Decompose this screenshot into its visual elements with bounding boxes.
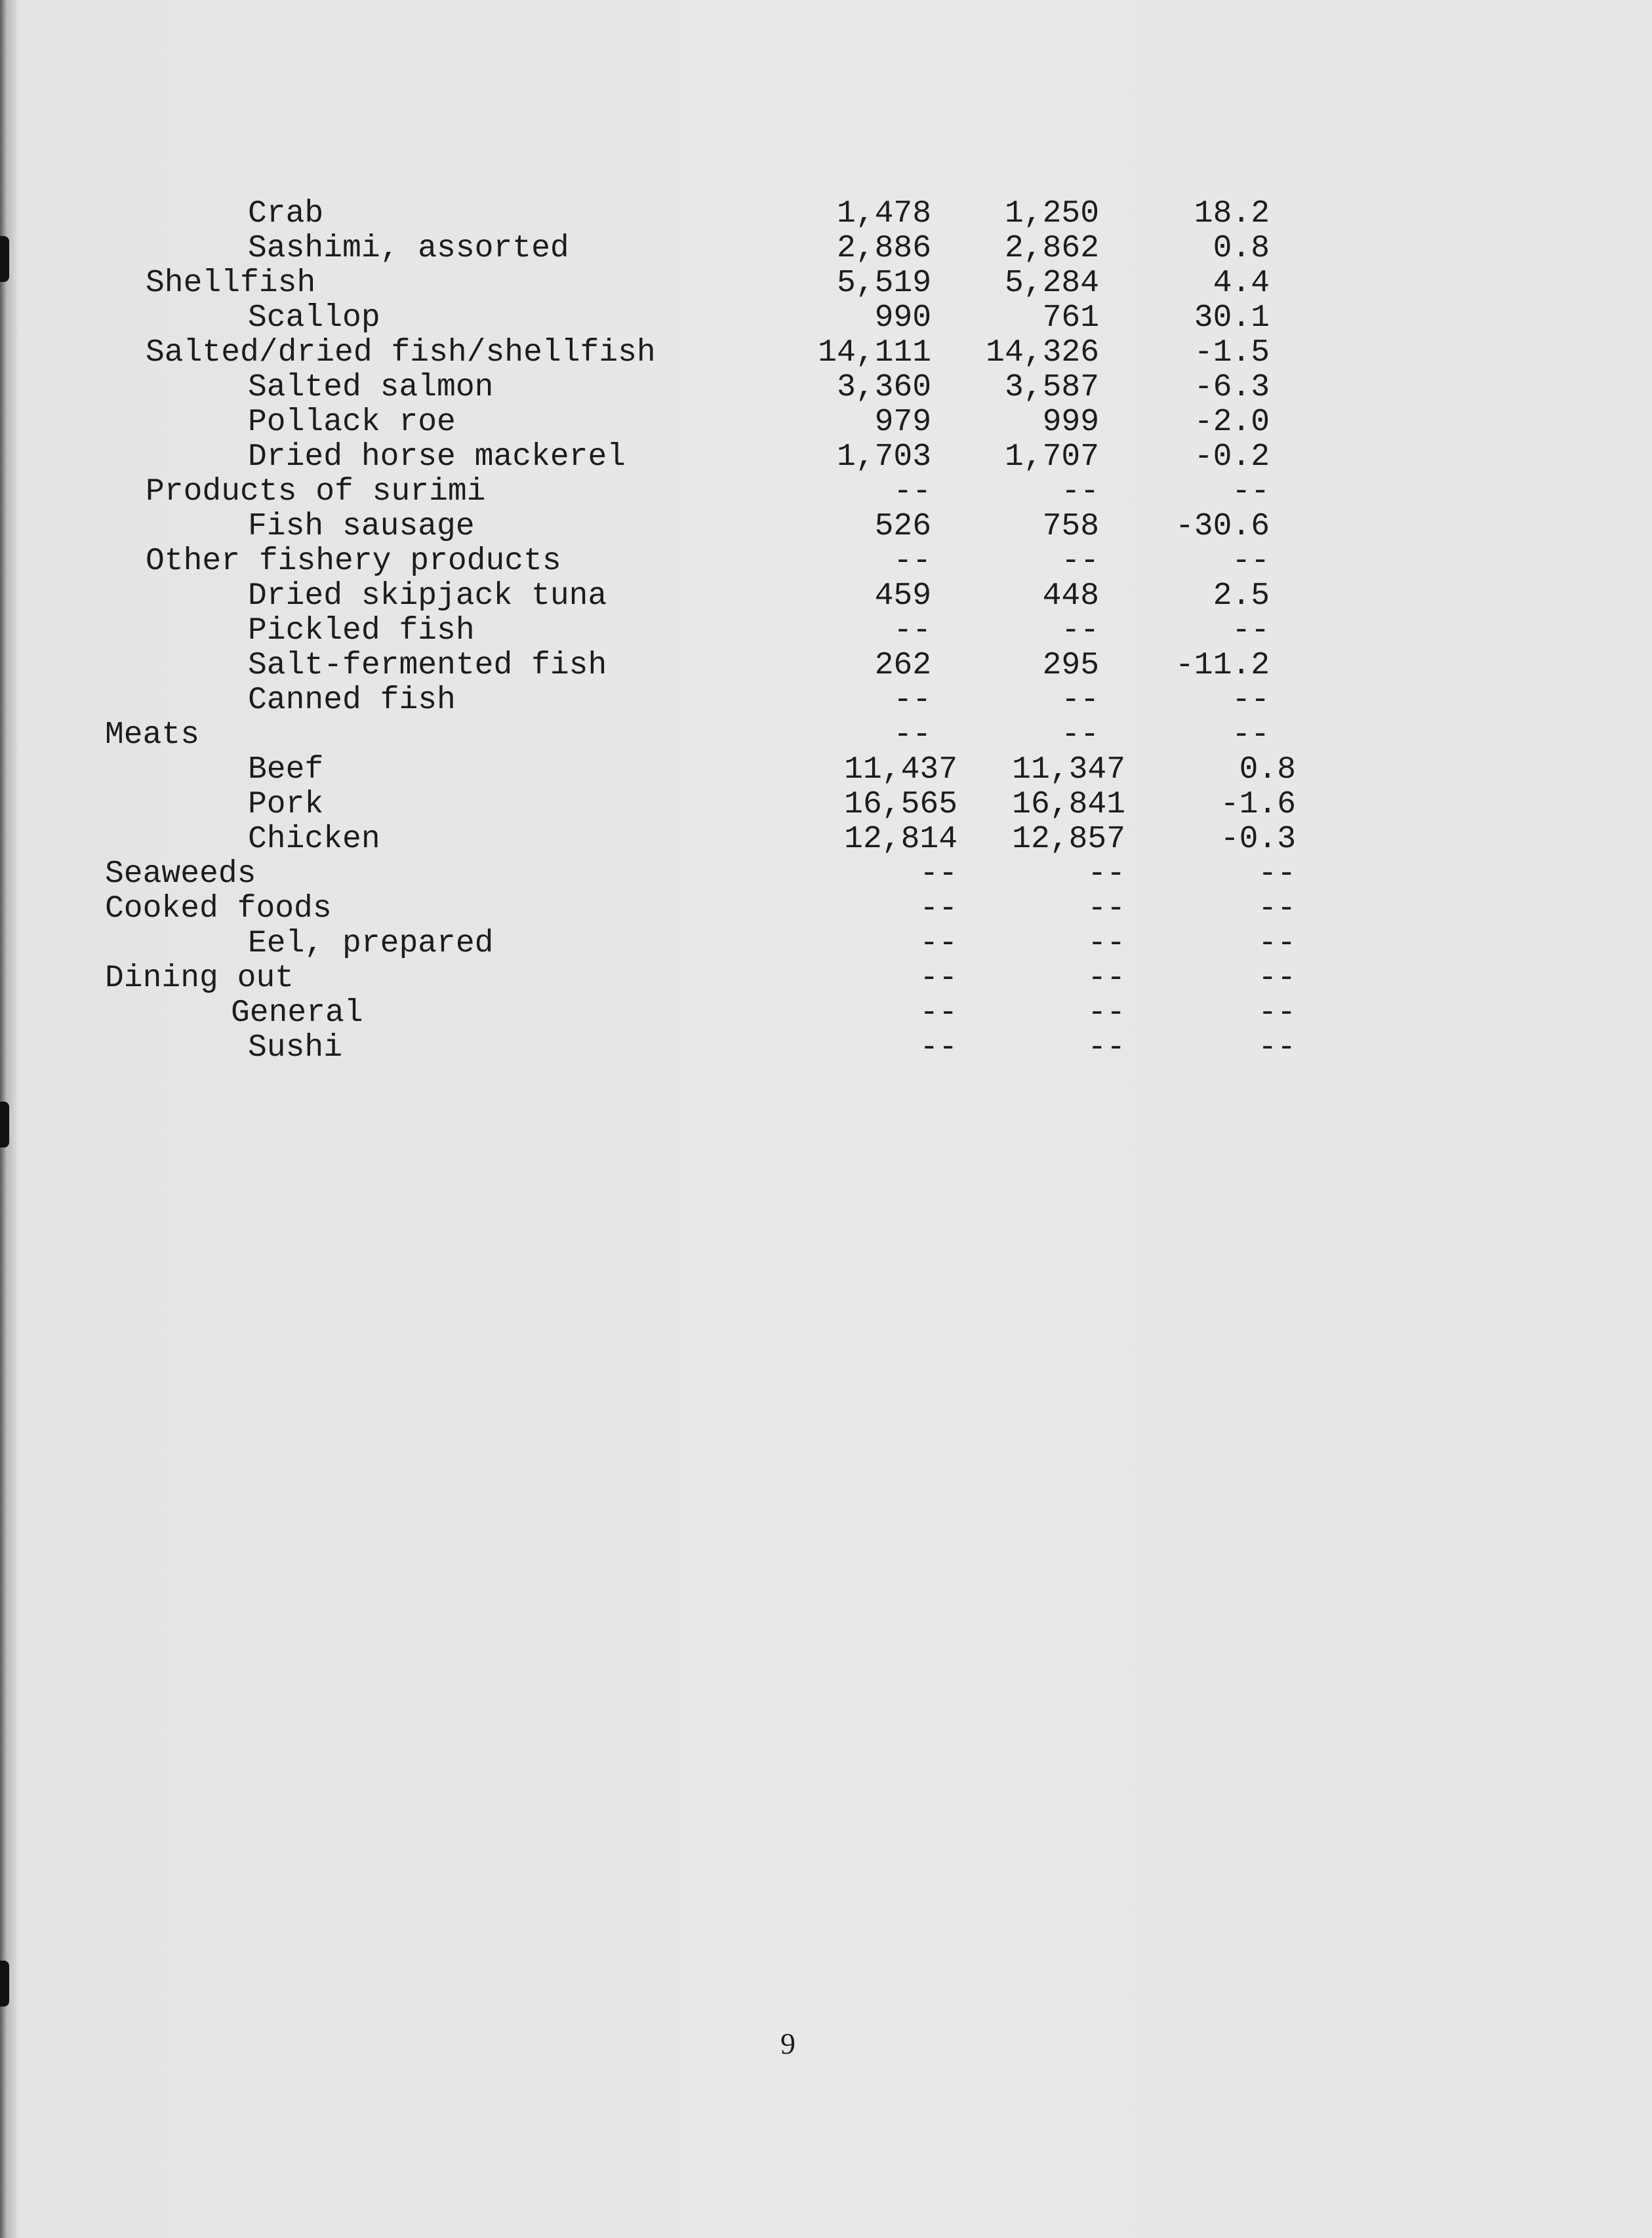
table-row [0, 857, 1377, 892]
value-1994-cell: 5,519 [836, 266, 931, 301]
row-label: Sushi [248, 1030, 343, 1066]
value-1994-cell: 12,814 [844, 822, 957, 857]
table-row [0, 370, 1377, 405]
page-number: 9 [780, 2027, 796, 2060]
percent-change-cell: 18.2 [1194, 196, 1270, 231]
value-1994-cell: -- [893, 683, 931, 718]
value-1993-cell: 448 [1042, 578, 1099, 614]
percent-change-cell: -- [1232, 613, 1270, 649]
percent-change-cell: 4.4 [1213, 266, 1270, 301]
value-1993-cell: -- [1061, 613, 1099, 649]
row-label: Eel, prepared [248, 926, 494, 961]
row-label: General [231, 995, 363, 1031]
value-1993-cell: -- [1087, 995, 1125, 1031]
value-1994-cell: -- [893, 474, 931, 510]
row-label: Shellfish [146, 266, 316, 301]
percent-change-cell: -6.3 [1194, 370, 1270, 405]
value-1993-cell: 2,862 [1004, 231, 1099, 266]
row-label: Dining out [105, 961, 294, 996]
table-row [0, 510, 1377, 544]
table-row [0, 336, 1377, 370]
percent-change-cell: -- [1232, 717, 1270, 753]
table-row [0, 892, 1377, 927]
value-1993-cell: -- [1061, 474, 1099, 510]
value-1994-cell: 526 [874, 509, 931, 544]
value-1993-cell: -- [1087, 926, 1125, 961]
value-1994-cell: -- [919, 926, 957, 961]
table-row [0, 544, 1377, 579]
table-row [0, 197, 1377, 231]
table-row [0, 753, 1377, 788]
percent-change-cell: -1.6 [1220, 787, 1296, 822]
value-1994-cell: 1,478 [836, 196, 931, 231]
value-1994-cell: -- [893, 613, 931, 649]
value-1994-cell: -- [919, 891, 957, 927]
percent-change-cell: -- [1232, 544, 1270, 579]
value-1994-cell: -- [919, 1030, 957, 1066]
percent-change-cell: 0.8 [1239, 752, 1296, 788]
value-1994-cell: 459 [874, 578, 931, 614]
row-label: Salted/dried fish/shellfish [146, 335, 656, 370]
value-1994-cell: -- [893, 544, 931, 579]
value-1994-cell: -- [919, 856, 957, 892]
row-label: Beef [248, 752, 324, 788]
table-row [0, 718, 1377, 753]
table-row [0, 475, 1377, 510]
row-label: Products of surimi [146, 474, 486, 510]
table-row [0, 788, 1377, 822]
value-1993-cell: -- [1087, 961, 1125, 996]
table-row [0, 301, 1377, 336]
percent-change-cell: -- [1258, 926, 1296, 961]
row-label: Salt-fermented fish [248, 648, 607, 683]
table-row [0, 231, 1377, 266]
table-row [0, 266, 1377, 301]
value-1994-cell: -- [919, 961, 957, 996]
value-1994-cell: 11,437 [844, 752, 957, 788]
table-row [0, 649, 1377, 683]
value-1993-cell: 1,250 [1004, 196, 1099, 231]
value-1993-cell: -- [1087, 856, 1125, 892]
percent-change-cell: -0.2 [1194, 439, 1270, 475]
binding-hole [0, 1102, 9, 1148]
percent-change-cell: -- [1232, 683, 1270, 718]
table-row [0, 614, 1377, 649]
value-1993-cell: -- [1061, 683, 1099, 718]
percent-change-cell: -- [1258, 961, 1296, 996]
value-1994-cell: 1,703 [836, 439, 931, 475]
row-label: Other fishery products [146, 544, 561, 579]
percent-change-cell: -2.0 [1194, 405, 1270, 440]
value-1993-cell: 5,284 [1004, 266, 1099, 301]
row-label: Pollack roe [248, 405, 456, 440]
row-label: Seaweeds [105, 856, 256, 892]
row-label: Fish sausage [248, 509, 475, 544]
value-1994-cell: -- [893, 717, 931, 753]
value-1993-cell: 16,841 [1012, 787, 1125, 822]
value-1993-cell: 3,587 [1004, 370, 1099, 405]
value-1993-cell: 14,326 [986, 335, 1099, 370]
row-label: Chicken [248, 822, 380, 857]
percent-change-cell: 30.1 [1194, 300, 1270, 336]
table-row [0, 822, 1377, 857]
table-row [0, 683, 1377, 718]
value-1993-cell: -- [1061, 717, 1099, 753]
value-1994-cell: 979 [874, 405, 931, 440]
table-row [0, 961, 1377, 996]
row-label: Sashimi, assorted [248, 231, 569, 266]
row-label: Pickled fish [248, 613, 475, 649]
percent-change-cell: -- [1232, 474, 1270, 510]
value-1994-cell: -- [919, 995, 957, 1031]
percent-change-cell: -- [1258, 1030, 1296, 1066]
row-label: Scallop [248, 300, 380, 336]
value-1993-cell: 999 [1042, 405, 1099, 440]
value-1994-cell: 990 [874, 300, 931, 336]
row-label: Cooked foods [105, 891, 332, 927]
percent-change-cell: 0.8 [1213, 231, 1270, 266]
percent-change-cell: -- [1258, 856, 1296, 892]
table-row [0, 579, 1377, 614]
table-row [0, 440, 1377, 475]
value-1993-cell: 295 [1042, 648, 1099, 683]
binding-hole [0, 1961, 9, 2007]
percent-change-cell: -- [1258, 995, 1296, 1031]
row-label: Dried skipjack tuna [248, 578, 607, 614]
table-row [0, 996, 1377, 1031]
value-1993-cell: 11,347 [1012, 752, 1125, 788]
row-label: Pork [248, 787, 324, 822]
value-1993-cell: -- [1087, 1030, 1125, 1066]
row-label: Salted salmon [248, 370, 494, 405]
row-label: Dried horse mackerel [248, 439, 626, 475]
value-1993-cell: 1,707 [1004, 439, 1099, 475]
value-1994-cell: 2,886 [836, 231, 931, 266]
value-1993-cell: -- [1061, 544, 1099, 579]
value-1994-cell: 3,360 [836, 370, 931, 405]
value-1993-cell: 761 [1042, 300, 1099, 336]
percent-change-cell: -- [1258, 891, 1296, 927]
value-1993-cell: -- [1087, 891, 1125, 927]
table-row [0, 1031, 1377, 1066]
table-row [0, 405, 1377, 440]
value-1994-cell: 16,565 [844, 787, 957, 822]
percent-change-cell: -0.3 [1220, 822, 1296, 857]
percent-change-cell: -30.6 [1175, 509, 1270, 544]
table-row [0, 927, 1377, 961]
percent-change-cell: 2.5 [1213, 578, 1270, 614]
value-1993-cell: 12,857 [1012, 822, 1125, 857]
value-1994-cell: 262 [874, 648, 931, 683]
row-label: Meats [105, 717, 200, 753]
row-label: Crab [248, 196, 324, 231]
percent-change-cell: -11.2 [1175, 648, 1270, 683]
value-1993-cell: 758 [1042, 509, 1099, 544]
row-label: Canned fish [248, 683, 456, 718]
value-1994-cell: 14,111 [818, 335, 931, 370]
percent-change-cell: -1.5 [1194, 335, 1270, 370]
